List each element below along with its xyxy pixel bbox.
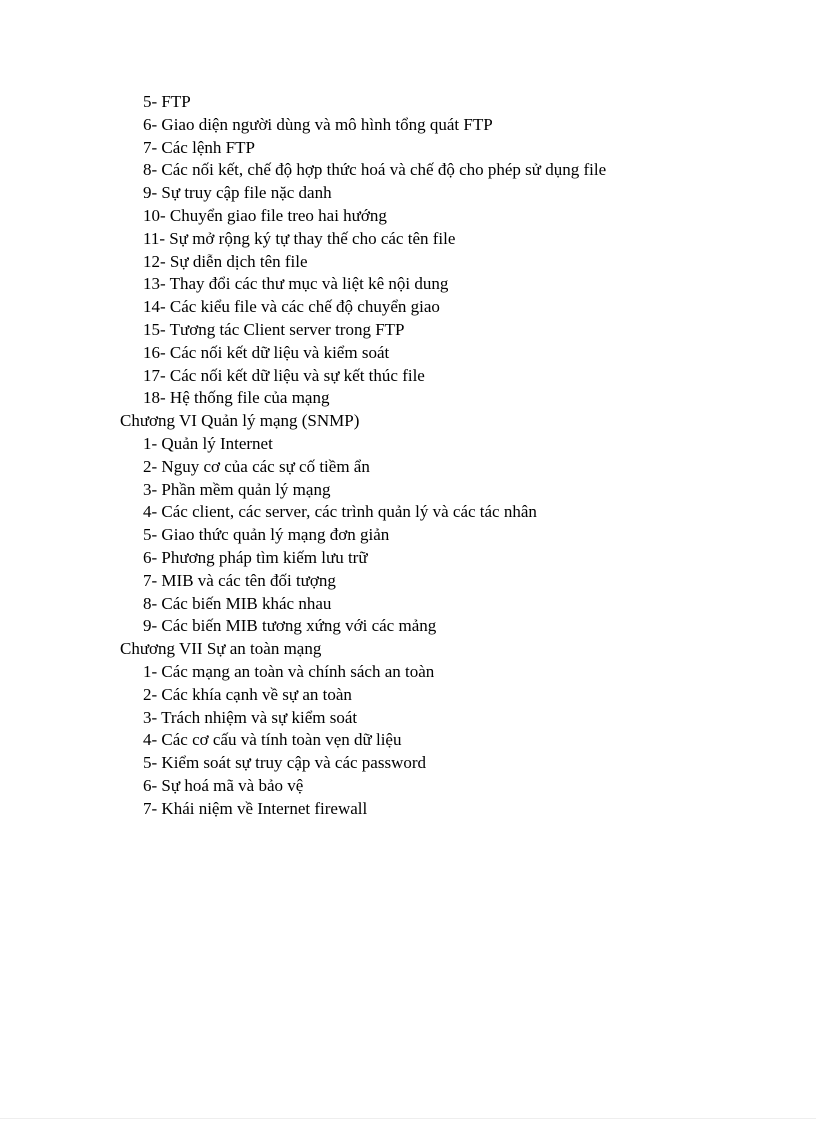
toc-item-ftp-11: 11- Sự mở rộng ký tự thay thế cho các tên file — [143, 228, 456, 248]
page-bottom-edge — [0, 1118, 816, 1119]
toc-item-security-5: 5- Kiểm soát sự truy cập và các password — [143, 753, 427, 773]
toc-item-snmp-9: 9- Các biến MIB tương xứng với các mảng — [143, 616, 437, 636]
toc-item-security-3: 3- Trách nhiệm và sự kiểm soát — [143, 707, 358, 727]
toc-item-snmp-5: 5- Giao thức quản lý mạng đơn giản — [143, 525, 390, 545]
toc-item-snmp-7: 7- MIB và các tên đối tượng — [143, 570, 336, 590]
toc-item-ftp-13: 13- Thay đổi các thư mục và liệt kê nội dung — [143, 274, 449, 294]
table-of-contents — [120, 91, 780, 821]
toc-item-snmp-2: 2- Nguy cơ của các sự cố tiềm ẩn — [143, 456, 370, 476]
toc-item-snmp-3: 3- Phần mềm quản lý mạng — [143, 479, 331, 499]
toc-item-snmp-6: 6- Phương pháp tìm kiếm lưu trữ — [143, 547, 368, 567]
toc-item-security-1: 1- Các mạng an toàn và chính sách an toàn — [143, 661, 435, 681]
toc-item-security-4: 4- Các cơ cấu và tính toàn vẹn dữ liệu — [143, 730, 402, 750]
toc-item-ftp-12: 12- Sự diễn dịch tên file — [143, 251, 308, 271]
toc-item-ftp-9: 9- Sự truy cập file nặc danh — [143, 183, 332, 203]
toc-item-ftp-7: 7- Các lệnh FTP — [143, 137, 255, 157]
chapter-heading-vi: Chương VI Quản lý mạng (SNMP) — [120, 411, 360, 431]
toc-item-ftp-15: 15- Tương tác Client server trong FTP — [143, 319, 405, 339]
toc-item-ftp-5: 5- FTP — [143, 92, 191, 111]
toc-item-ftp-14: 14- Các kiểu file và các chế độ chuyển giao — [143, 297, 440, 317]
toc-item-snmp-8: 8- Các biến MIB khác nhau — [143, 593, 332, 613]
toc-item-ftp-18: 18- Hệ thống file của mạng — [143, 388, 330, 408]
toc-item-ftp-17: 17- Các nối kết dữ liệu và sự kết thúc file — [143, 365, 425, 385]
toc-item-ftp-6: 6- Giao diện người dùng và mô hình tổng quát FTP — [143, 114, 493, 134]
toc-item-snmp-1: 1- Quản lý Internet — [143, 433, 273, 453]
toc-item-security-7: 7- Khái niệm về Internet firewall — [143, 798, 368, 818]
toc-item-ftp-16: 16- Các nối kết dữ liệu và kiểm soát — [143, 342, 390, 362]
toc-item-security-6: 6- Sự hoá mã và bảo vệ — [143, 775, 304, 795]
toc-item-ftp-8: 8- Các nối kết, chế độ hợp thức hoá và chế độ cho phép sử dụng file — [143, 160, 607, 180]
chapter-heading-vii: Chương VII Sự an toàn mạng — [120, 639, 322, 659]
toc-item-snmp-4: 4- Các client, các server, các trình quản lý và các tác nhân — [143, 502, 537, 522]
toc-item-security-2: 2- Các khía cạnh về sự an toàn — [143, 684, 352, 704]
toc-item-ftp-10: 10- Chuyển giao file treo hai hướng — [143, 205, 387, 225]
